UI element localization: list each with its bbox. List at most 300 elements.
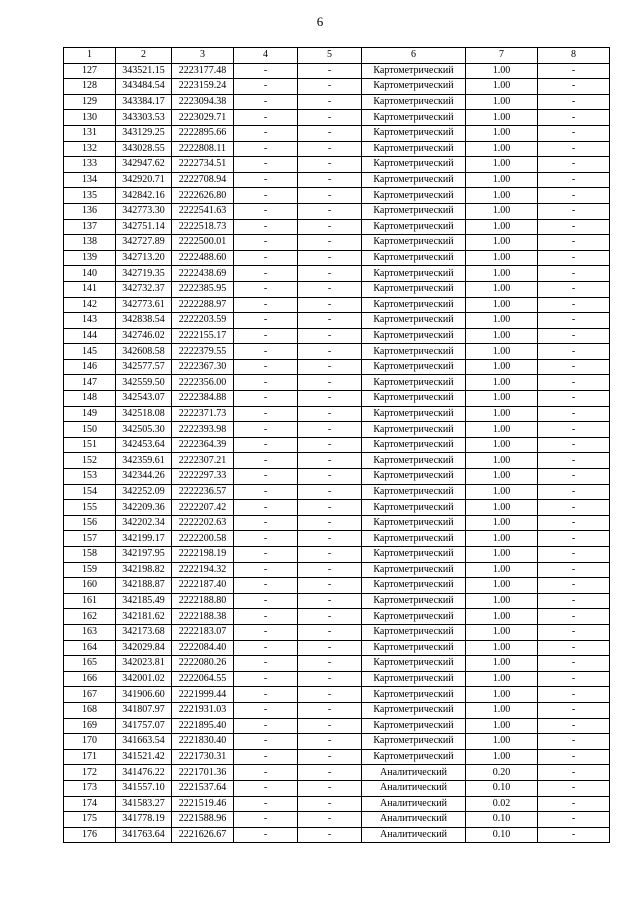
col5-cell: - xyxy=(298,406,362,422)
col4-cell: - xyxy=(234,63,298,79)
col5-cell: - xyxy=(298,656,362,672)
point-number-cell: 176 xyxy=(64,827,116,843)
accuracy-cell: 1.00 xyxy=(466,702,538,718)
y-coordinate-cell: 2222356.00 xyxy=(172,375,234,391)
col8-cell: - xyxy=(538,780,610,796)
point-number-cell: 140 xyxy=(64,266,116,282)
accuracy-cell: 1.00 xyxy=(466,188,538,204)
col4-cell: - xyxy=(234,406,298,422)
col5-cell: - xyxy=(298,749,362,765)
col8-cell: - xyxy=(538,157,610,173)
point-number-cell: 165 xyxy=(64,656,116,672)
accuracy-cell: 1.00 xyxy=(466,562,538,578)
point-number-cell: 167 xyxy=(64,687,116,703)
method-cell: Картометрический xyxy=(362,437,466,453)
col4-cell: - xyxy=(234,827,298,843)
accuracy-cell: 1.00 xyxy=(466,484,538,500)
y-coordinate-cell: 2221588.96 xyxy=(172,812,234,828)
col4-cell: - xyxy=(234,422,298,438)
col4-cell: - xyxy=(234,671,298,687)
x-coordinate-cell: 342344.26 xyxy=(116,469,172,485)
method-cell: Картометрический xyxy=(362,94,466,110)
y-coordinate-cell: 2223094.38 xyxy=(172,94,234,110)
y-coordinate-cell: 2222080.26 xyxy=(172,656,234,672)
col8-cell: - xyxy=(538,593,610,609)
x-coordinate-cell: 341778.19 xyxy=(116,812,172,828)
accuracy-cell: 1.00 xyxy=(466,656,538,672)
y-coordinate-cell: 2222155.17 xyxy=(172,328,234,344)
point-number-cell: 144 xyxy=(64,328,116,344)
y-coordinate-cell: 2222734.51 xyxy=(172,157,234,173)
col8-cell: - xyxy=(538,79,610,95)
point-number-cell: 145 xyxy=(64,344,116,360)
x-coordinate-cell: 341807.97 xyxy=(116,702,172,718)
y-coordinate-cell: 2222202.63 xyxy=(172,515,234,531)
col4-cell: - xyxy=(234,94,298,110)
col4-cell: - xyxy=(234,578,298,594)
table-row xyxy=(64,422,610,438)
y-coordinate-cell: 2221537.64 xyxy=(172,780,234,796)
point-number-cell: 149 xyxy=(64,406,116,422)
method-cell: Картометрический xyxy=(362,375,466,391)
table-row xyxy=(64,110,610,126)
header-cell: 6 xyxy=(362,48,466,64)
col5-cell: - xyxy=(298,281,362,297)
col8-cell: - xyxy=(538,359,610,375)
header-cell: 4 xyxy=(234,48,298,64)
y-coordinate-cell: 2222207.42 xyxy=(172,500,234,516)
y-coordinate-cell: 2222064.55 xyxy=(172,671,234,687)
method-cell: Картометрический xyxy=(362,484,466,500)
method-cell: Картометрический xyxy=(362,515,466,531)
point-number-cell: 155 xyxy=(64,500,116,516)
x-coordinate-cell: 342252.09 xyxy=(116,484,172,500)
header-cell: 2 xyxy=(116,48,172,64)
y-coordinate-cell: 2221931.03 xyxy=(172,702,234,718)
x-coordinate-cell: 341476.22 xyxy=(116,765,172,781)
col8-cell: - xyxy=(538,172,610,188)
point-number-cell: 152 xyxy=(64,453,116,469)
method-cell: Картометрический xyxy=(362,469,466,485)
col5-cell: - xyxy=(298,157,362,173)
accuracy-cell: 1.00 xyxy=(466,157,538,173)
point-number-cell: 162 xyxy=(64,609,116,625)
col8-cell: - xyxy=(538,297,610,313)
col5-cell: - xyxy=(298,702,362,718)
method-cell: Картометрический xyxy=(362,157,466,173)
col4-cell: - xyxy=(234,375,298,391)
col5-cell: - xyxy=(298,718,362,734)
accuracy-cell: 1.00 xyxy=(466,422,538,438)
method-cell: Картометрический xyxy=(362,422,466,438)
point-number-cell: 130 xyxy=(64,110,116,126)
col8-cell: - xyxy=(538,375,610,391)
y-coordinate-cell: 2222541.63 xyxy=(172,203,234,219)
col4-cell: - xyxy=(234,812,298,828)
x-coordinate-cell: 342751.14 xyxy=(116,219,172,235)
point-number-cell: 166 xyxy=(64,671,116,687)
point-number-cell: 164 xyxy=(64,640,116,656)
col5-cell: - xyxy=(298,359,362,375)
y-coordinate-cell: 2221701.36 xyxy=(172,765,234,781)
accuracy-cell: 1.00 xyxy=(466,609,538,625)
accuracy-cell: 1.00 xyxy=(466,219,538,235)
y-coordinate-cell: 2221830.40 xyxy=(172,734,234,750)
method-cell: Картометрический xyxy=(362,235,466,251)
y-coordinate-cell: 2222084.40 xyxy=(172,640,234,656)
accuracy-cell: 1.00 xyxy=(466,531,538,547)
method-cell: Картометрический xyxy=(362,734,466,750)
table-row xyxy=(64,812,610,828)
col8-cell: - xyxy=(538,827,610,843)
col5-cell: - xyxy=(298,812,362,828)
method-cell: Картометрический xyxy=(362,79,466,95)
x-coordinate-cell: 343129.25 xyxy=(116,125,172,141)
x-coordinate-cell: 342842.16 xyxy=(116,188,172,204)
col4-cell: - xyxy=(234,328,298,344)
col5-cell: - xyxy=(298,79,362,95)
col8-cell: - xyxy=(538,188,610,204)
header-cell: 8 xyxy=(538,48,610,64)
table-row xyxy=(64,609,610,625)
col5-cell: - xyxy=(298,780,362,796)
accuracy-cell: 0.20 xyxy=(466,765,538,781)
col4-cell: - xyxy=(234,624,298,640)
x-coordinate-cell: 342838.54 xyxy=(116,313,172,329)
col5-cell: - xyxy=(298,219,362,235)
x-coordinate-cell: 342713.20 xyxy=(116,250,172,266)
col4-cell: - xyxy=(234,640,298,656)
col5-cell: - xyxy=(298,609,362,625)
method-cell: Картометрический xyxy=(362,188,466,204)
y-coordinate-cell: 2222188.80 xyxy=(172,593,234,609)
x-coordinate-cell: 342188.87 xyxy=(116,578,172,594)
table-row xyxy=(64,453,610,469)
method-cell: Картометрический xyxy=(362,359,466,375)
point-number-cell: 159 xyxy=(64,562,116,578)
accuracy-cell: 1.00 xyxy=(466,344,538,360)
col4-cell: - xyxy=(234,266,298,282)
x-coordinate-cell: 342209.36 xyxy=(116,500,172,516)
x-coordinate-cell: 343303.53 xyxy=(116,110,172,126)
point-number-cell: 170 xyxy=(64,734,116,750)
accuracy-cell: 1.00 xyxy=(466,328,538,344)
col8-cell: - xyxy=(538,734,610,750)
header-cell: 5 xyxy=(298,48,362,64)
col8-cell: - xyxy=(538,406,610,422)
col5-cell: - xyxy=(298,437,362,453)
point-number-cell: 141 xyxy=(64,281,116,297)
accuracy-cell: 1.00 xyxy=(466,453,538,469)
y-coordinate-cell: 2222307.21 xyxy=(172,453,234,469)
col4-cell: - xyxy=(234,531,298,547)
col5-cell: - xyxy=(298,500,362,516)
y-coordinate-cell: 2221519.46 xyxy=(172,796,234,812)
point-number-cell: 147 xyxy=(64,375,116,391)
accuracy-cell: 1.00 xyxy=(466,79,538,95)
method-cell: Картометрический xyxy=(362,640,466,656)
col8-cell: - xyxy=(538,515,610,531)
col4-cell: - xyxy=(234,141,298,157)
table-row xyxy=(64,656,610,672)
table-row xyxy=(64,469,610,485)
point-number-cell: 138 xyxy=(64,235,116,251)
col8-cell: - xyxy=(538,656,610,672)
table-row xyxy=(64,593,610,609)
y-coordinate-cell: 2222708.94 xyxy=(172,172,234,188)
method-cell: Картометрический xyxy=(362,344,466,360)
x-coordinate-cell: 342543.07 xyxy=(116,391,172,407)
col8-cell: - xyxy=(538,687,610,703)
x-coordinate-cell: 341557.10 xyxy=(116,780,172,796)
table-row xyxy=(64,718,610,734)
table-row xyxy=(64,671,610,687)
col8-cell: - xyxy=(538,796,610,812)
point-number-cell: 158 xyxy=(64,547,116,563)
table-row xyxy=(64,796,610,812)
col5-cell: - xyxy=(298,141,362,157)
point-number-cell: 128 xyxy=(64,79,116,95)
method-cell: Картометрический xyxy=(362,531,466,547)
method-cell: Аналитический xyxy=(362,796,466,812)
col4-cell: - xyxy=(234,219,298,235)
x-coordinate-cell: 343484.54 xyxy=(116,79,172,95)
accuracy-cell: 1.00 xyxy=(466,718,538,734)
col5-cell: - xyxy=(298,469,362,485)
col4-cell: - xyxy=(234,796,298,812)
col4-cell: - xyxy=(234,157,298,173)
method-cell: Аналитический xyxy=(362,812,466,828)
x-coordinate-cell: 342453.64 xyxy=(116,437,172,453)
accuracy-cell: 1.00 xyxy=(466,110,538,126)
y-coordinate-cell: 2222203.59 xyxy=(172,313,234,329)
point-number-cell: 148 xyxy=(64,391,116,407)
x-coordinate-cell: 341757.07 xyxy=(116,718,172,734)
x-coordinate-cell: 341521.42 xyxy=(116,749,172,765)
table-row xyxy=(64,281,610,297)
point-number-cell: 132 xyxy=(64,141,116,157)
col8-cell: - xyxy=(538,63,610,79)
point-number-cell: 134 xyxy=(64,172,116,188)
method-cell: Картометрический xyxy=(362,547,466,563)
col5-cell: - xyxy=(298,203,362,219)
point-number-cell: 151 xyxy=(64,437,116,453)
x-coordinate-cell: 342001.02 xyxy=(116,671,172,687)
method-cell: Картометрический xyxy=(362,63,466,79)
table-row xyxy=(64,79,610,95)
col5-cell: - xyxy=(298,734,362,750)
x-coordinate-cell: 342559.50 xyxy=(116,375,172,391)
accuracy-cell: 1.00 xyxy=(466,640,538,656)
x-coordinate-cell: 342577.57 xyxy=(116,359,172,375)
table-row xyxy=(64,437,610,453)
x-coordinate-cell: 342173.68 xyxy=(116,624,172,640)
x-coordinate-cell: 342359.61 xyxy=(116,453,172,469)
point-number-cell: 133 xyxy=(64,157,116,173)
table-row xyxy=(64,235,610,251)
table-row xyxy=(64,765,610,781)
col4-cell: - xyxy=(234,453,298,469)
accuracy-cell: 1.00 xyxy=(466,250,538,266)
col8-cell: - xyxy=(538,266,610,282)
col5-cell: - xyxy=(298,453,362,469)
method-cell: Картометрический xyxy=(362,281,466,297)
table-row xyxy=(64,172,610,188)
y-coordinate-cell: 2221895.40 xyxy=(172,718,234,734)
y-coordinate-cell: 2222194.32 xyxy=(172,562,234,578)
col8-cell: - xyxy=(538,219,610,235)
col8-cell: - xyxy=(538,203,610,219)
x-coordinate-cell: 341663.54 xyxy=(116,734,172,750)
col5-cell: - xyxy=(298,671,362,687)
col5-cell: - xyxy=(298,344,362,360)
y-coordinate-cell: 2222488.60 xyxy=(172,250,234,266)
method-cell: Картометрический xyxy=(362,656,466,672)
point-number-cell: 129 xyxy=(64,94,116,110)
col4-cell: - xyxy=(234,484,298,500)
y-coordinate-cell: 2222200.58 xyxy=(172,531,234,547)
col4-cell: - xyxy=(234,515,298,531)
method-cell: Картометрический xyxy=(362,141,466,157)
y-coordinate-cell: 2222371.73 xyxy=(172,406,234,422)
point-number-cell: 172 xyxy=(64,765,116,781)
header-cell: 3 xyxy=(172,48,234,64)
col4-cell: - xyxy=(234,780,298,796)
x-coordinate-cell: 342023.81 xyxy=(116,656,172,672)
table-row xyxy=(64,531,610,547)
table-row xyxy=(64,188,610,204)
point-number-cell: 139 xyxy=(64,250,116,266)
col5-cell: - xyxy=(298,235,362,251)
accuracy-cell: 1.00 xyxy=(466,359,538,375)
y-coordinate-cell: 2221999.44 xyxy=(172,687,234,703)
table-row xyxy=(64,250,610,266)
table-row xyxy=(64,562,610,578)
point-number-cell: 136 xyxy=(64,203,116,219)
x-coordinate-cell: 341583.27 xyxy=(116,796,172,812)
accuracy-cell: 1.00 xyxy=(466,749,538,765)
col4-cell: - xyxy=(234,609,298,625)
table-row xyxy=(64,359,610,375)
table-row xyxy=(64,640,610,656)
col4-cell: - xyxy=(234,562,298,578)
table-row xyxy=(64,515,610,531)
method-cell: Картометрический xyxy=(362,609,466,625)
point-number-cell: 168 xyxy=(64,702,116,718)
col5-cell: - xyxy=(298,313,362,329)
col5-cell: - xyxy=(298,796,362,812)
y-coordinate-cell: 2222895.66 xyxy=(172,125,234,141)
x-coordinate-cell: 342608.58 xyxy=(116,344,172,360)
col5-cell: - xyxy=(298,640,362,656)
col4-cell: - xyxy=(234,281,298,297)
point-number-cell: 174 xyxy=(64,796,116,812)
header-cell: 7 xyxy=(466,48,538,64)
point-number-cell: 157 xyxy=(64,531,116,547)
x-coordinate-cell: 342719.35 xyxy=(116,266,172,282)
x-coordinate-cell: 342746.02 xyxy=(116,328,172,344)
col5-cell: - xyxy=(298,593,362,609)
y-coordinate-cell: 2222393.98 xyxy=(172,422,234,438)
table-row xyxy=(64,63,610,79)
point-number-cell: 127 xyxy=(64,63,116,79)
y-coordinate-cell: 2222438.69 xyxy=(172,266,234,282)
method-cell: Картометрический xyxy=(362,671,466,687)
col5-cell: - xyxy=(298,765,362,781)
col8-cell: - xyxy=(538,453,610,469)
page-number: 6 xyxy=(316,14,324,29)
x-coordinate-cell: 342773.30 xyxy=(116,203,172,219)
table-row xyxy=(64,391,610,407)
table-row xyxy=(64,687,610,703)
y-coordinate-cell: 2222188.38 xyxy=(172,609,234,625)
col8-cell: - xyxy=(538,437,610,453)
col4-cell: - xyxy=(234,79,298,95)
accuracy-cell: 0.02 xyxy=(466,796,538,812)
y-coordinate-cell: 2221730.31 xyxy=(172,749,234,765)
col8-cell: - xyxy=(538,671,610,687)
col4-cell: - xyxy=(234,718,298,734)
x-coordinate-cell: 342198.82 xyxy=(116,562,172,578)
col4-cell: - xyxy=(234,250,298,266)
table-row xyxy=(64,94,610,110)
method-cell: Картометрический xyxy=(362,125,466,141)
point-number-cell: 169 xyxy=(64,718,116,734)
x-coordinate-cell: 342197.95 xyxy=(116,547,172,563)
point-number-cell: 150 xyxy=(64,422,116,438)
x-coordinate-cell: 341763.64 xyxy=(116,827,172,843)
y-coordinate-cell: 2222518.73 xyxy=(172,219,234,235)
point-number-cell: 156 xyxy=(64,515,116,531)
x-coordinate-cell: 342199.17 xyxy=(116,531,172,547)
col4-cell: - xyxy=(234,235,298,251)
table-row xyxy=(64,157,610,173)
point-number-cell: 161 xyxy=(64,593,116,609)
x-coordinate-cell: 342727.89 xyxy=(116,235,172,251)
col8-cell: - xyxy=(538,235,610,251)
method-cell: Картометрический xyxy=(362,702,466,718)
col8-cell: - xyxy=(538,125,610,141)
table-row xyxy=(64,313,610,329)
x-coordinate-cell: 342947.62 xyxy=(116,157,172,173)
x-coordinate-cell: 342181.62 xyxy=(116,609,172,625)
y-coordinate-cell: 2223159.24 xyxy=(172,79,234,95)
method-cell: Картометрический xyxy=(362,749,466,765)
method-cell: Картометрический xyxy=(362,687,466,703)
table-row xyxy=(64,702,610,718)
col5-cell: - xyxy=(298,266,362,282)
y-coordinate-cell: 2222183.07 xyxy=(172,624,234,640)
table-row xyxy=(64,734,610,750)
accuracy-cell: 1.00 xyxy=(466,515,538,531)
col4-cell: - xyxy=(234,734,298,750)
col5-cell: - xyxy=(298,578,362,594)
col8-cell: - xyxy=(538,422,610,438)
accuracy-cell: 1.00 xyxy=(466,578,538,594)
col5-cell: - xyxy=(298,172,362,188)
point-number-cell: 135 xyxy=(64,188,116,204)
y-coordinate-cell: 2222364.39 xyxy=(172,437,234,453)
col5-cell: - xyxy=(298,188,362,204)
x-coordinate-cell: 342029.84 xyxy=(116,640,172,656)
col8-cell: - xyxy=(538,624,610,640)
col8-cell: - xyxy=(538,812,610,828)
col4-cell: - xyxy=(234,203,298,219)
col8-cell: - xyxy=(538,765,610,781)
table-header-row xyxy=(64,48,610,64)
table-row xyxy=(64,578,610,594)
col8-cell: - xyxy=(538,718,610,734)
